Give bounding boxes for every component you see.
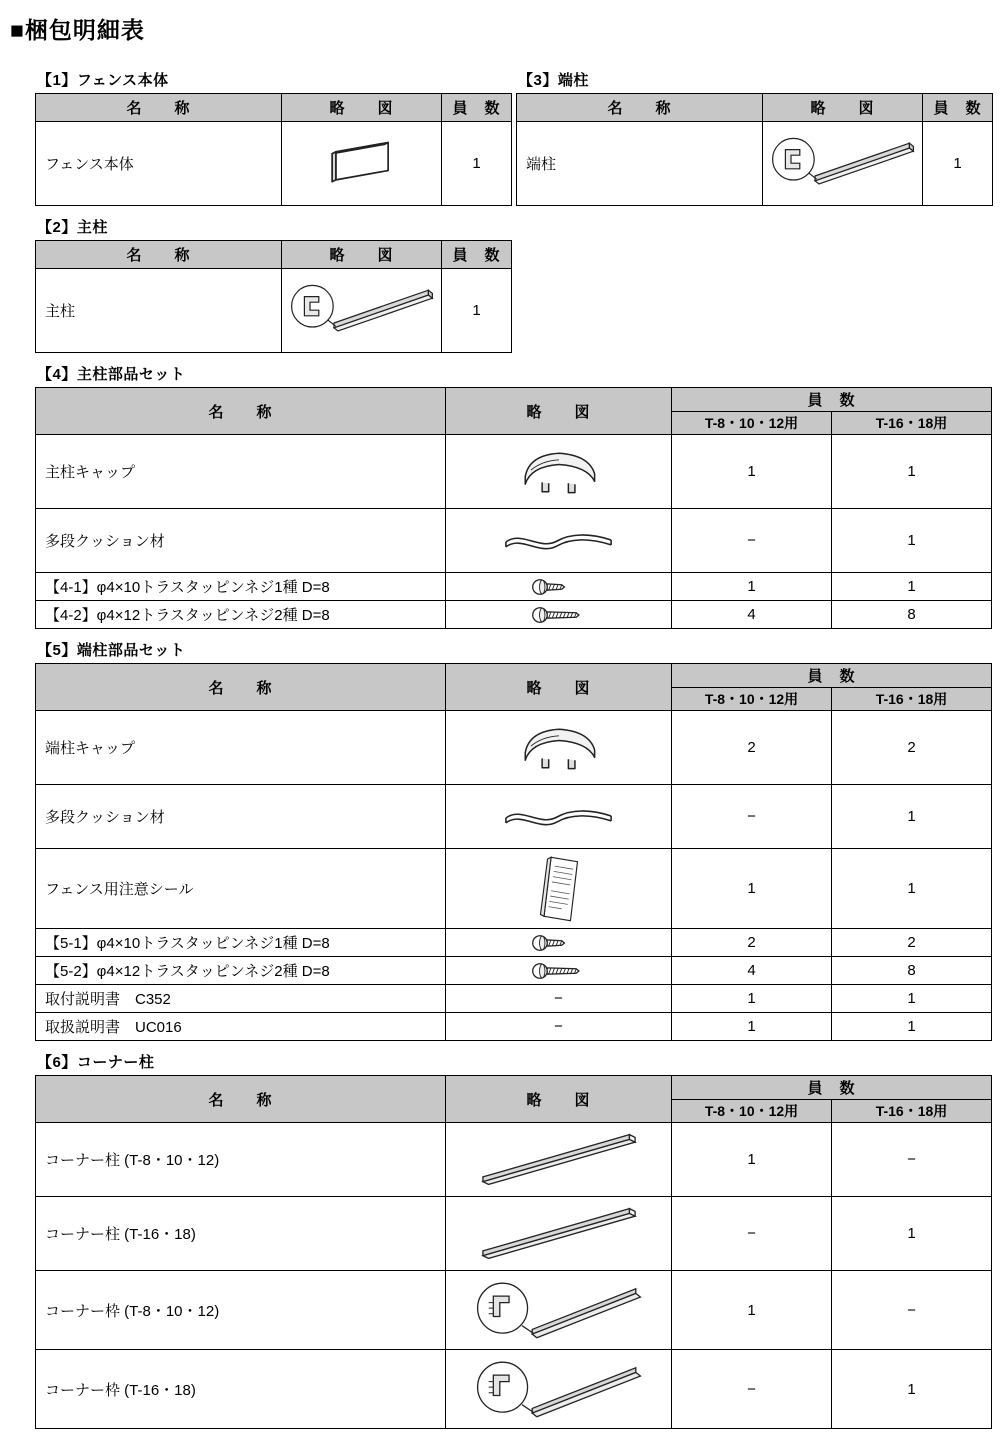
sketch-cell <box>282 122 442 206</box>
table-row <box>36 849 992 929</box>
header-sketch: 略 図 <box>446 388 672 435</box>
part-name: 取扱説明書 UC016 <box>36 1013 446 1041</box>
part-name: 端柱キャップ <box>36 711 446 785</box>
sketch-cell <box>446 601 672 629</box>
section-end-post <box>516 59 992 206</box>
qty-t16: 1 <box>832 849 992 929</box>
part-qty: 1 <box>923 122 993 206</box>
sketch-cell <box>446 711 672 785</box>
sketch-cell <box>446 573 672 601</box>
part-name: 【4-2】φ4×12トラスタッピンネジ2種 D=8 <box>36 601 446 629</box>
table-row <box>36 785 992 849</box>
part-name: コーナー柱 (T-8・10・12) <box>36 1123 446 1197</box>
qty-t8: − <box>672 1197 832 1271</box>
qty-t8: 2 <box>672 711 832 785</box>
sketch-cell <box>446 435 672 509</box>
table-row <box>36 957 992 985</box>
qty-t8: − <box>672 509 832 573</box>
header-sketch: 略 図 <box>282 94 442 122</box>
part-name: 多段クッション材 <box>36 785 446 849</box>
header-col-t16: T-16・18用 <box>832 412 992 435</box>
part-name: 主柱キャップ <box>36 435 446 509</box>
qty-t8: − <box>672 1350 832 1429</box>
table-row <box>36 435 992 509</box>
table-end-post <box>516 93 993 206</box>
header-qty: 員 数 <box>672 1076 992 1100</box>
table-row <box>36 509 992 573</box>
header-qty: 員 数 <box>672 388 992 412</box>
qty-t16: 2 <box>832 711 992 785</box>
header-col-t16: T-16・18用 <box>832 688 992 711</box>
part-name: 【5-1】φ4×10トラスタッピンネジ1種 D=8 <box>36 929 446 957</box>
part-qty: 1 <box>442 269 512 353</box>
qty-t8: 1 <box>672 1271 832 1350</box>
caution-sticker-sketch <box>528 852 590 926</box>
section-corner-post <box>35 1051 991 1429</box>
table6-caption: 【6】コーナー柱 <box>37 1054 155 1071</box>
table-main-post-parts <box>35 387 992 629</box>
part-name: コーナー枠 (T-8・10・12) <box>36 1271 446 1350</box>
header-qty: 員 数 <box>442 94 512 122</box>
table1-caption: 【1】フェンス本体 <box>37 72 169 89</box>
qty-t8: 2 <box>672 929 832 957</box>
sketch-cell <box>282 269 442 353</box>
header-col-t8: T-8・10・12用 <box>672 412 832 435</box>
end-post-sketch <box>767 135 919 193</box>
header-sketch: 略 図 <box>282 241 442 269</box>
screw-type1-sketch <box>530 577 588 597</box>
corner-post-sketch <box>469 1129 649 1191</box>
sketch-cell <box>446 1123 672 1197</box>
table-row <box>36 929 992 957</box>
table3-caption: 【3】端柱 <box>518 72 589 89</box>
corner-frame-sketch <box>469 1352 649 1426</box>
part-name: 【5-2】φ4×12トラスタッピンネジ2種 D=8 <box>36 957 446 985</box>
corner-post-sketch <box>469 1203 649 1265</box>
header-name: 名 称 <box>517 94 763 122</box>
part-name: フェンス用注意シール <box>36 849 446 929</box>
sketch-cell <box>446 785 672 849</box>
header-col-t16: T-16・18用 <box>832 1100 992 1123</box>
qty-t16: − <box>832 1123 992 1197</box>
header-sketch: 略 図 <box>446 1076 672 1123</box>
sketch-cell: − <box>446 1013 672 1041</box>
part-name: コーナー柱 (T-16・18) <box>36 1197 446 1271</box>
screw-type2-sketch <box>530 605 588 625</box>
part-name: コーナー枠 (T-16・18) <box>36 1350 446 1429</box>
end-post-cap-sketch <box>513 718 605 778</box>
screw-type1-sketch <box>530 933 588 953</box>
qty-t8: 1 <box>672 573 832 601</box>
qty-t16: 1 <box>832 785 992 849</box>
qty-t8: 1 <box>672 985 832 1013</box>
sketch-cell <box>446 929 672 957</box>
header-name: 名 称 <box>36 241 282 269</box>
table4-caption: 【4】主柱部品セット <box>37 366 186 383</box>
part-name: 端柱 <box>517 122 763 206</box>
part-name: 多段クッション材 <box>36 509 446 573</box>
table-row <box>36 1013 992 1041</box>
header-qty: 員 数 <box>672 664 992 688</box>
table-row <box>36 1271 992 1350</box>
qty-t8: 1 <box>672 849 832 929</box>
table-row <box>36 269 512 353</box>
sketch-cell <box>446 509 672 573</box>
main-post-sketch <box>286 282 438 340</box>
section-main-post <box>35 216 511 353</box>
table-row <box>36 985 992 1013</box>
qty-t8: − <box>672 785 832 849</box>
cushion-sketch <box>500 803 618 831</box>
header-col-t8: T-8・10・12用 <box>672 688 832 711</box>
table2-caption: 【2】主柱 <box>37 219 108 236</box>
cushion-sketch <box>500 527 618 555</box>
sketch-cell: − <box>446 985 672 1013</box>
header-sketch: 略 図 <box>763 94 923 122</box>
table-row <box>36 573 992 601</box>
table-row <box>36 1350 992 1429</box>
table5-caption: 【5】端柱部品セット <box>37 642 186 659</box>
section-main-post-parts <box>35 363 991 629</box>
sketch-cell <box>446 1350 672 1429</box>
part-qty: 1 <box>442 122 512 206</box>
qty-t8: 4 <box>672 601 832 629</box>
qty-t16: 1 <box>832 1350 992 1429</box>
header-sketch: 略 図 <box>446 664 672 711</box>
part-name: フェンス本体 <box>36 122 282 206</box>
qty-t16: 2 <box>832 929 992 957</box>
sketch-cell <box>446 849 672 929</box>
screw-type2-sketch <box>530 961 588 981</box>
page-title: ■梱包明細表 <box>10 17 145 43</box>
content <box>35 59 991 1429</box>
header-name: 名 称 <box>36 1076 446 1123</box>
qty-t8: 1 <box>672 1013 832 1041</box>
header-qty: 員 数 <box>923 94 993 122</box>
qty-t8: 1 <box>672 1123 832 1197</box>
qty-t16: − <box>832 1271 992 1350</box>
qty-t16: 1 <box>832 573 992 601</box>
part-name: 【4-1】φ4×10トラスタッピンネジ1種 D=8 <box>36 573 446 601</box>
qty-t8: 1 <box>672 435 832 509</box>
qty-t16: 1 <box>832 435 992 509</box>
qty-t16: 1 <box>832 1013 992 1041</box>
table-main-post <box>35 240 512 353</box>
table-row <box>36 711 992 785</box>
qty-t8: 4 <box>672 957 832 985</box>
table-row <box>517 122 993 206</box>
header-col-t8: T-8・10・12用 <box>672 1100 832 1123</box>
qty-t16: 1 <box>832 985 992 1013</box>
qty-t16: 1 <box>832 509 992 573</box>
section-end-post-parts <box>35 639 991 1041</box>
header-name: 名 称 <box>36 94 282 122</box>
sketch-cell <box>446 1197 672 1271</box>
table-row <box>36 122 512 206</box>
qty-t16: 8 <box>832 957 992 985</box>
part-name: 主柱 <box>36 269 282 353</box>
section-fence-body <box>35 59 511 206</box>
table-end-post-parts <box>35 663 992 1041</box>
table-fence-body <box>35 93 512 206</box>
header-qty: 員 数 <box>442 241 512 269</box>
table-corner-post <box>35 1075 992 1429</box>
table-row <box>36 1123 992 1197</box>
fence-panel-sketch <box>320 136 404 192</box>
part-name: 取付説明書 C352 <box>36 985 446 1013</box>
sketch-cell <box>763 122 923 206</box>
table-row <box>36 1197 992 1271</box>
sketch-cell <box>446 957 672 985</box>
main-post-cap-sketch <box>513 442 605 502</box>
header-name: 名 称 <box>36 388 446 435</box>
header-name: 名 称 <box>36 664 446 711</box>
table-row <box>36 601 992 629</box>
top-row <box>35 59 991 206</box>
sketch-cell <box>446 1271 672 1350</box>
qty-t16: 8 <box>832 601 992 629</box>
qty-t16: 1 <box>832 1197 992 1271</box>
corner-frame-sketch <box>469 1273 649 1347</box>
